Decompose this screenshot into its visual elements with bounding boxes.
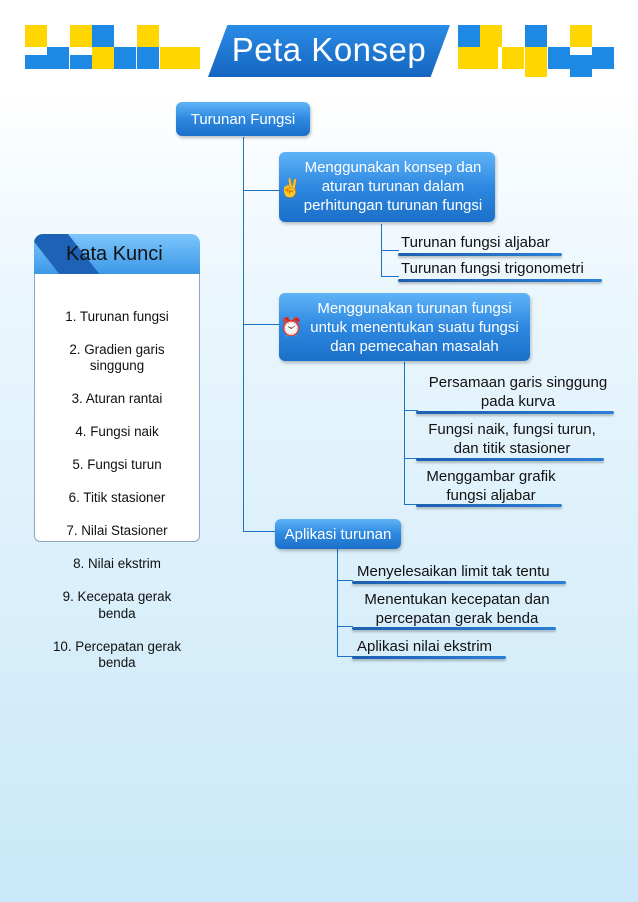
branch3-node xyxy=(275,519,401,549)
root-node-label: Turunan Fungsi xyxy=(190,111,296,128)
deco-square xyxy=(137,47,159,69)
leaf-underline xyxy=(352,581,566,584)
deco-square xyxy=(592,47,614,69)
list-item: 3. Aturan rantai xyxy=(71,391,163,406)
leaf-underline xyxy=(398,279,602,282)
branch3-leaf-3: Aplikasi nilai ekstrim xyxy=(357,638,493,655)
branch3-leaf-1: Menyelesaikan limit tak tentu xyxy=(357,563,550,580)
deco-square xyxy=(137,25,159,47)
leaf-connector xyxy=(381,250,399,251)
list-item: 2. Gradien garis singgung xyxy=(69,341,165,373)
leaf-underline xyxy=(416,411,614,414)
list-item: 5. Fungsi turun xyxy=(72,457,162,472)
deco-square xyxy=(92,47,114,69)
branch2-leaf-2: Fungsi naik, fungsi turun, dan titik stasioner xyxy=(428,421,596,457)
main-trunk-line xyxy=(243,137,244,531)
list-item: 4. Fungsi naik xyxy=(75,424,159,439)
branch2-connector xyxy=(243,324,279,325)
list-item: 1. Turunan fungsi xyxy=(65,308,169,324)
deco-square xyxy=(25,25,47,47)
leaf-connector xyxy=(337,580,353,581)
deco-square xyxy=(458,47,498,69)
deco-square xyxy=(70,25,92,47)
branch1-node xyxy=(279,152,495,222)
deco-square xyxy=(160,47,200,69)
root-node xyxy=(176,102,310,136)
branch3-connector xyxy=(243,531,275,532)
leaf-connector xyxy=(337,626,353,627)
deco-square xyxy=(570,25,592,47)
alarm-clock-icon: ⏰ xyxy=(280,317,303,337)
page-title: Peta Konsep xyxy=(231,31,427,68)
branch2-leaf-3: Menggambar grafik fungsi aljabar xyxy=(426,468,556,504)
list-item: 8. Nilai ekstrim xyxy=(73,556,161,571)
deco-square xyxy=(70,55,92,69)
leaf-connector xyxy=(381,276,399,277)
deco-square xyxy=(570,55,592,77)
branch1-connector xyxy=(243,190,279,191)
kata-kunci-list xyxy=(34,292,200,688)
leaf-connector xyxy=(337,656,353,657)
deco-square xyxy=(548,47,570,69)
leaf-underline xyxy=(416,504,562,507)
deco-square xyxy=(480,25,502,47)
branch2-leaf-1: Persamaan garis singgung pada kurva xyxy=(428,374,608,410)
leaf-underline xyxy=(352,656,506,659)
leaf-underline xyxy=(416,458,604,461)
branch3-leaf-2: Menentukan kecepatan dan percepatan gerak benda xyxy=(364,591,550,627)
branch1-leaf-2: Turunan fungsi trigonometri xyxy=(401,260,584,277)
branch2-leaf-line xyxy=(404,362,405,504)
list-item: 6. Titik stasioner xyxy=(68,490,166,505)
victory-hand-icon: ✌️ xyxy=(279,178,302,198)
list-item: 10. Percepatan gerak benda xyxy=(52,638,182,670)
leaf-underline xyxy=(352,627,556,630)
deco-square xyxy=(92,25,114,47)
deco-square xyxy=(47,47,69,69)
deco-square xyxy=(458,25,480,47)
branch1-label: Menggunakan konsep dan aturan turunan dalam perhitungan turunan fungsi xyxy=(303,159,483,214)
list-item: 7. Nilai Stasioner xyxy=(66,523,168,538)
deco-square xyxy=(502,47,524,69)
list-item: 9. Kecepata gerak benda xyxy=(62,589,172,621)
kata-kunci-title: Kata Kunci xyxy=(66,243,163,265)
deco-square xyxy=(525,25,547,47)
leaf-underline xyxy=(398,253,562,256)
branch3-label: Aplikasi turunan xyxy=(284,526,392,543)
branch2-label: Menggunakan turunan fungsi untuk menentukan suatu fungsi dan pemecahan masalah xyxy=(310,300,519,355)
branch1-leaf-1: Turunan fungsi aljabar xyxy=(401,234,550,251)
branch3-leaf-line xyxy=(337,548,338,656)
deco-square xyxy=(25,55,47,69)
branch2-node xyxy=(279,293,530,361)
deco-square xyxy=(525,47,547,77)
deco-square xyxy=(114,47,136,69)
